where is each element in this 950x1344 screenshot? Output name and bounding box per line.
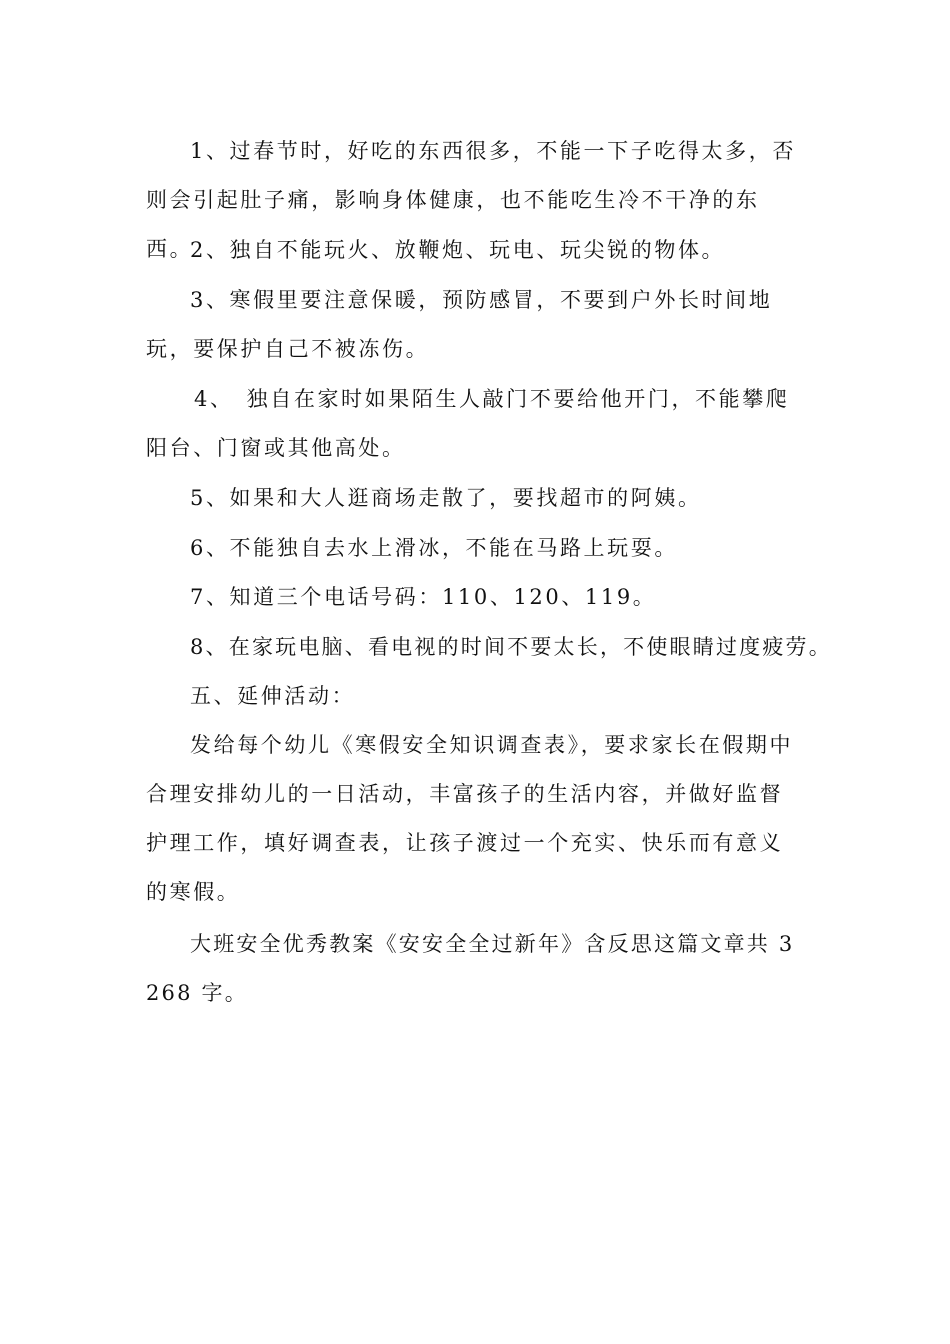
section-heading-extension-activity: 五、延伸活动：: [190, 684, 356, 708]
paragraph-item-2: 2、独自不能玩火、放鞭炮、玩电、玩尖锐的物体。: [190, 238, 726, 262]
paragraph-item-3: 3、寒假里要注意保暖，预防感冒，不要到户外长时间地玩，要保护自己不被冻伤。: [146, 288, 773, 361]
paragraph-item-4: 4、 独自在家时如果陌生人敲门不要给他开门，不能攀爬阳台、门窗或其他高处。: [146, 387, 790, 460]
paragraph-item-5: 5、如果和大人逛商场走散了，要找超市的阿姨。: [190, 486, 702, 510]
paragraph-item-1: 1、过春节时，好吃的东西很多，不能一下子吃得太多，否则会引起肚子痛，影响身体健康，也不能吃生冷不干净的东西。: [146, 139, 796, 261]
footer-word-count-note: 大班安全优秀教案《安安全全过新年》含反思这篇文章共 3268 字。: [146, 932, 795, 1005]
paragraph-item-6: 6、不能独自去水上滑冰，不能在马路上玩耍。: [190, 536, 678, 560]
paragraph-item-7: 7、知道三个电话号码：110、120、119。: [190, 585, 657, 609]
paragraph-extension-body: 发给每个幼儿《寒假安全知识调查表》，要求家长在假期中合理安排幼儿的一日活动，丰富孩子的生活内容，并做好监督护理工作，填好调查表，让孩子渡过一个充实、快乐而有意义的寒假。: [146, 733, 794, 904]
paragraph-item-8: 8、在家玩电脑、看电视的时间不要太长，不使眼睛过度疲劳。: [190, 635, 832, 659]
